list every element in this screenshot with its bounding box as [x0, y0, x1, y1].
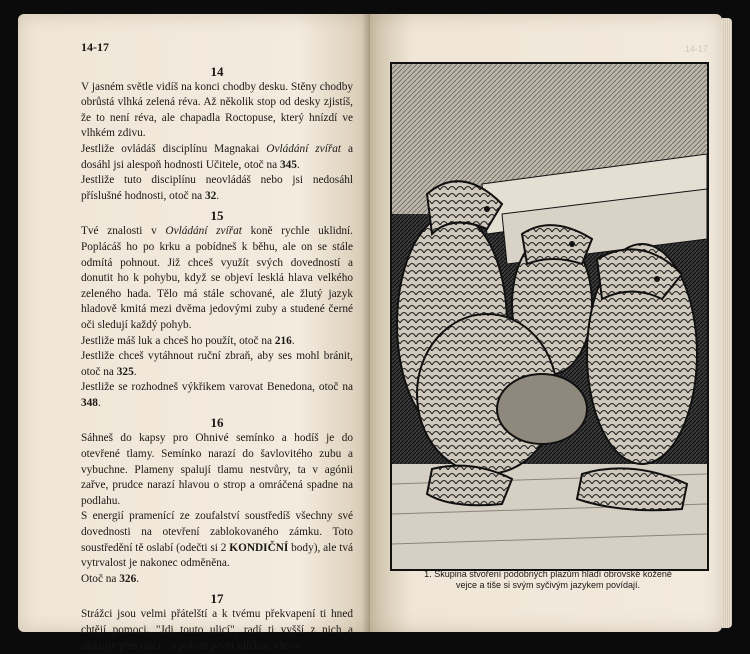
section-16-number: 16 [210, 415, 224, 431]
section-17-number: 17 [210, 591, 224, 607]
section-14-number: 14 [210, 63, 224, 79]
page-reference: 14-17 [81, 40, 109, 54]
illustration-drawing [392, 64, 707, 569]
illustration-reptile-creatures [390, 62, 709, 571]
faint-page-reference: 14-17 [684, 44, 708, 54]
section-15-choice-2: Jestliže chceš vytáhnout ruční zbraň, aby ses mohl bránit, otoč na 325. [81, 350, 353, 378]
section-link-348[interactable]: 348 [81, 396, 98, 409]
illustration-caption [398, 569, 698, 591]
section-15-text: Tvé znalosti v Ovládání zvířat koně rychle uklidní. Poplácáš ho po krku a pobídneš k běhu, ale on se stále odmítá pohnout. Již chceš využít svých dovedností a donutit ho k pohybu, když se objeví lesklá hlava velkého zeleného hada. Tělo má stále schované, ale žlutý jazyk hladově kmitá mezi dvěma jedovými zuby a studené černé oči sledují každý pohyb. [81, 225, 353, 331]
caption-line-1: Skupina stvoření podobných plazům hladí obrovské kožené [434, 569, 672, 579]
section-link-32[interactable]: 32 [204, 189, 217, 202]
section-link-216[interactable]: 216 [274, 334, 292, 347]
caption-number: 1. [424, 569, 432, 579]
page-edges [722, 18, 732, 628]
section-link-325[interactable]: 325 [116, 365, 134, 378]
section-14-choice-2: Jestliže tuto disciplínu neovládáš nebo jsi nedosáhl příslušné hodnosti, otoč na 32. [81, 174, 353, 202]
section-16-choice-1: Otoč na 326. [81, 572, 140, 585]
section-16-text-2: S energií pramenící ze zoufalství soustředíš všechny své dovednosti na otevření zablokovaného zámku. Toto soustředění tě oslabí (odečti si 2 KONDIČNÍ body), ale tvá vytrvalost je nakonec odměněna. [81, 510, 353, 570]
left-page [18, 14, 370, 652]
section-14-choice-1: Jestliže ovládáš disciplínu Magnakai Ovládání zvířat a dosáhl jsi alespoň hodnosti Učitele, otoč na 345. [81, 142, 353, 171]
section-15-choice-1: Jestliže máš luk a chceš ho použít, otoč na 216. [81, 334, 295, 347]
section-link-326[interactable]: 326 [119, 572, 137, 585]
section-16-text: Sáhneš do kapsy pro Ohnivé semínko a hodíš je do otevřené tlamy. Semínko narazí do šavlovitého zubu a vybuchne. Plameny spalují tlamu nestvůry, ta v agónii zařve, prudce narazí hlavou o strop a omráčená spadne na podlahu. [81, 432, 353, 507]
section-17-text: Strážci jsou velmi přátelští a k tvému překvapení ti hned chtějí pomoci. "Jdi touto ulicí", radí ti vyšší z nich a ukazuje přes ulici, "a potom první uličkou vlevo. [81, 608, 353, 652]
caption-line-2: vejce a tiše si svým syčivým jazykem povídají. [455, 580, 641, 590]
open-book [18, 14, 730, 652]
section-15-choice-3: Jestliže se rozhodneš výkřikem varovat Benedona, otoč na 348. [81, 381, 353, 409]
section-link-345[interactable]: 345 [279, 158, 297, 171]
section-15-number: 15 [210, 208, 224, 224]
left-text-column [81, 40, 353, 654]
section-14-text: V jasném světle vidíš na konci chodby desku. Stěny chodby obrůstá vlhká zelená réva. Až několik stop od desky zjistíš, že to není réva, ale chapadla Roctopuse, který hnízdí ve vlhkém zdivu. [81, 80, 353, 140]
right-page [370, 14, 722, 632]
